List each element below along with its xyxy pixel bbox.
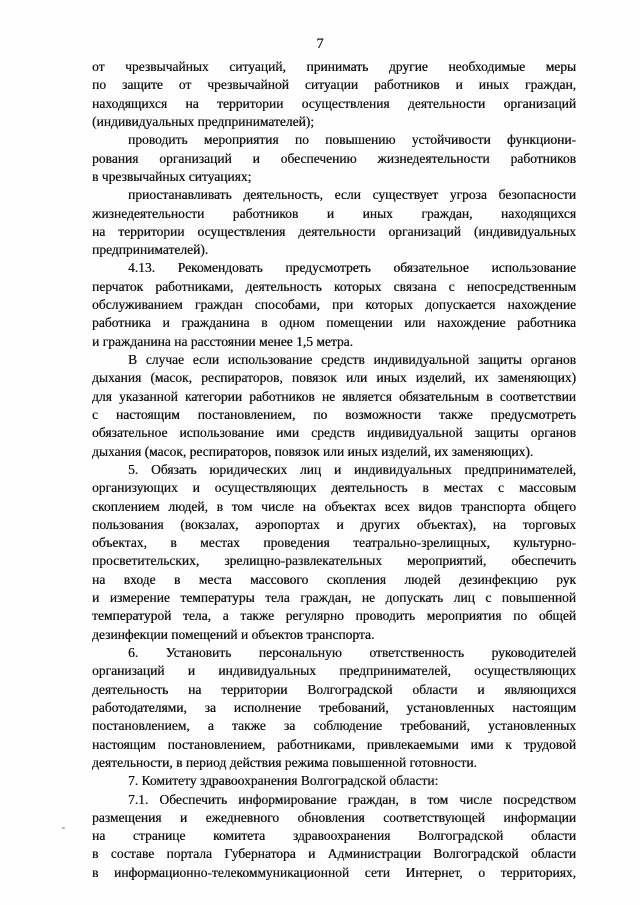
text-line: работника и гражданина в одном помещении или нахождение работника [92,315,576,331]
text-line: и гражданина на расстоянии менее 1,5 метра. [92,333,353,349]
text-line: в информационно-телекоммуникационной сети Интернет, о территориях, [92,864,576,880]
text-line: организующих и осуществляющих деятельность в местах с массовым [92,480,576,496]
text-line: 7. Комитету здравоохранения Волгоградской области: [128,773,439,789]
text-line: объектах, в местах проведения театрально-зрелищных, культурно- [92,535,576,551]
text-line: по защите от чрезвычайной ситуации работников и иных граждан, [92,77,576,93]
text-line: работодателями, за исполнение требований, установленных настоящим [92,699,576,715]
text-line: (индивидуальных предпринимателей); [92,113,314,129]
text-line: для указанной категории работников не является обязательным в соответствии [92,388,576,404]
text-line: деятельности, в период действия режима повышенной готовности. [92,754,477,770]
text-line: на входе в места массового скопления людей дезинфекцию рук [92,571,576,587]
text-line: и измерение температуры тела граждан, не допускать лиц с повышенной [92,590,576,606]
text-line: пользования (вокзалах, аэропортах и других объектах), на торговых [92,516,576,532]
text-line: предпринимателей). [92,242,209,258]
text-line: обязательное использование ими средств индивидуальной защиты органов [92,425,576,441]
document-body [92,58,576,882]
text-line: дыхания (масок, респираторов, повязок или иных изделий, их заменяющих) [92,370,576,386]
text-line: на странице комитета здравоохранения Волгоградской области [92,828,576,844]
text-line: в чрезвычайных ситуациях; [92,168,252,184]
text-line: приостанавливать деятельность, если существует угроза безопасности [128,187,576,203]
text-line: постановлением, а также за соблюдение требований, установленных [92,718,576,734]
text-line: от чрезвычайных ситуаций, принимать другие необходимые меры [92,59,576,74]
text-line: размещения и ежедневного обновления соответствующей информации [92,809,576,825]
text-line: 4.13. Рекомендовать предусмотреть обязательное использование [128,260,576,276]
text-line: 6. Установить персональную ответственность руководителей [128,645,576,660]
text-line: 7.1. Обеспечить информирование граждан, в том числе посредством [128,791,576,807]
text-line: жизнедеятельности работников и иных граждан, находящихся [92,205,576,221]
text-line: настоящим постановлением, работниками, привлекаемыми ими к трудовой [92,736,576,752]
text-line: в составе портала Губернатора и Администрации Волгоградской области [92,846,576,862]
text-line: проводить мероприятия по повышению устойчивости функциони- [128,132,576,148]
text-line: скоплением людей, в том числе на объектах всех видов транспорта общего [92,498,576,514]
text-line: организаций и индивидуальных предпринимателей, осуществляющих [92,663,576,679]
text-line: рования организаций и обеспечению жизнедеятельности работников [92,150,576,166]
text-line: находящихся на территории осуществления деятельности организаций [92,95,576,111]
text-line: перчаток работниками, деятельность которых связана с непосредственным [92,278,576,294]
text-line: дезинфекции помещений и объектов транспорта. [92,626,375,642]
text-line: деятельность на территории Волгоградской области и являющихся [92,681,576,697]
text-line: просветительских, зрелищно-развлекательных мероприятий, обеспечить [92,553,576,569]
page-number: 7 [316,36,324,52]
text-line: 5. Обязать юридических лиц и индивидуальных предпринимателей, [128,461,576,477]
text-line: дыхания (масок, респираторов, повязок или иных изделий, их заменяющих). [92,443,534,459]
text-line: обслуживанием граждан способами, при которых допускается нахождение [92,297,576,313]
text-line: с настоящим постановлением, по возможности также предусмотреть [92,406,576,422]
text-line: В случае если использование средств индивидуальной защиты органов [128,352,576,367]
text-line: температурой тела, а также регулярно проводить мероприятия по общей [92,608,576,624]
text-line: на территории осуществления деятельности организаций (индивидуальных [92,223,576,239]
scan-artifact-speck [62,827,65,829]
